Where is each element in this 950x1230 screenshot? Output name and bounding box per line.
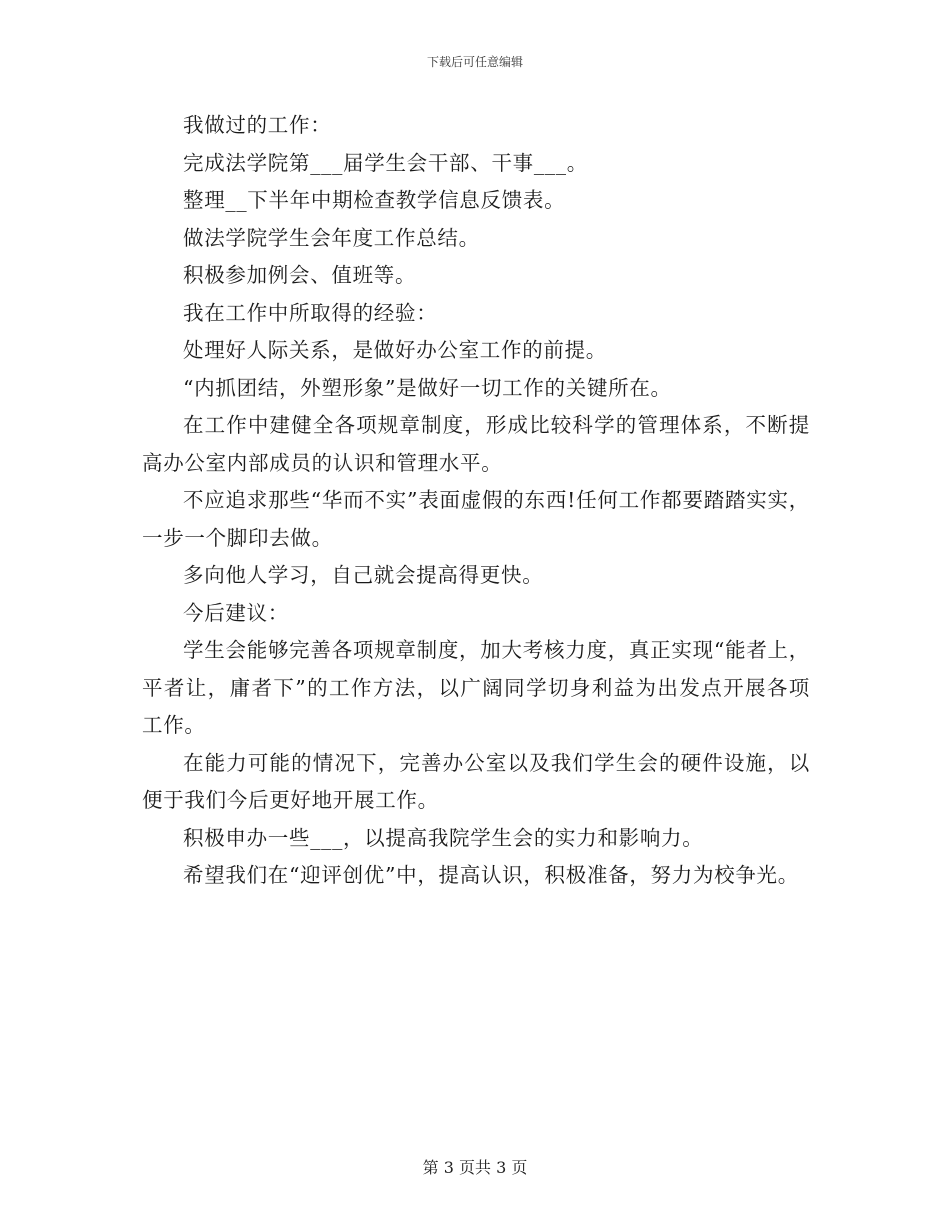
paragraph: 积极申办一些___，以提高我院学生会的实力和影响力。 — [183, 825, 704, 850]
paragraph: 希望我们在“迎评创优”中，提高认识，积极准备，努力为校争光。 — [183, 863, 799, 887]
paragraph: 学生会能够完善各项规章制度，加大考核力度，真正实现“能者上，平者让，庸者下”的工作方法，以广阔同学切身利益为出发点开展各项工作。 — [142, 638, 810, 737]
page-number: 第 3 页共 3 页 — [422, 1158, 528, 1177]
paragraph: 今后建议： — [183, 600, 289, 625]
paragraph: 在工作中建健全各项规章制度，形成比较科学的管理体系，不断提高办公室内部成员的认识和管理水平。 — [142, 413, 810, 475]
paragraph: 我在工作中所取得的经验： — [183, 300, 438, 325]
paragraph: 处理好人际关系，是做好办公室工作的前提。 — [183, 338, 607, 362]
paragraph: 在能力可能的情况下，完善办公室以及我们学生会的硬件设施，以便于我们今后更好地开展工作。 — [142, 750, 810, 812]
paragraph: 我做过的工作： — [183, 113, 332, 137]
paragraph: 整理__下半年中期检查教学信息反馈表。 — [183, 188, 566, 212]
paragraph: 多向他人学习，自己就会提高得更快。 — [183, 563, 544, 587]
paragraph: 做法学院学生会年度工作总结。 — [183, 225, 480, 250]
document-body — [142, 107, 810, 895]
paragraph: 完成法学院第___届学生会干部、干事___。 — [183, 150, 588, 175]
paragraph: 不应追求那些“华而不实”表面虚假的东西!任何工作都要踏踏实实，一步一个脚印去做。 — [142, 488, 810, 550]
paragraph: 积极参加例会、值班等。 — [183, 263, 417, 287]
paragraph: “内抓团结，外塑形象”是做好一切工作的关键所在。 — [183, 375, 672, 400]
page-header-note: 下载后可任意编辑 — [426, 55, 523, 69]
